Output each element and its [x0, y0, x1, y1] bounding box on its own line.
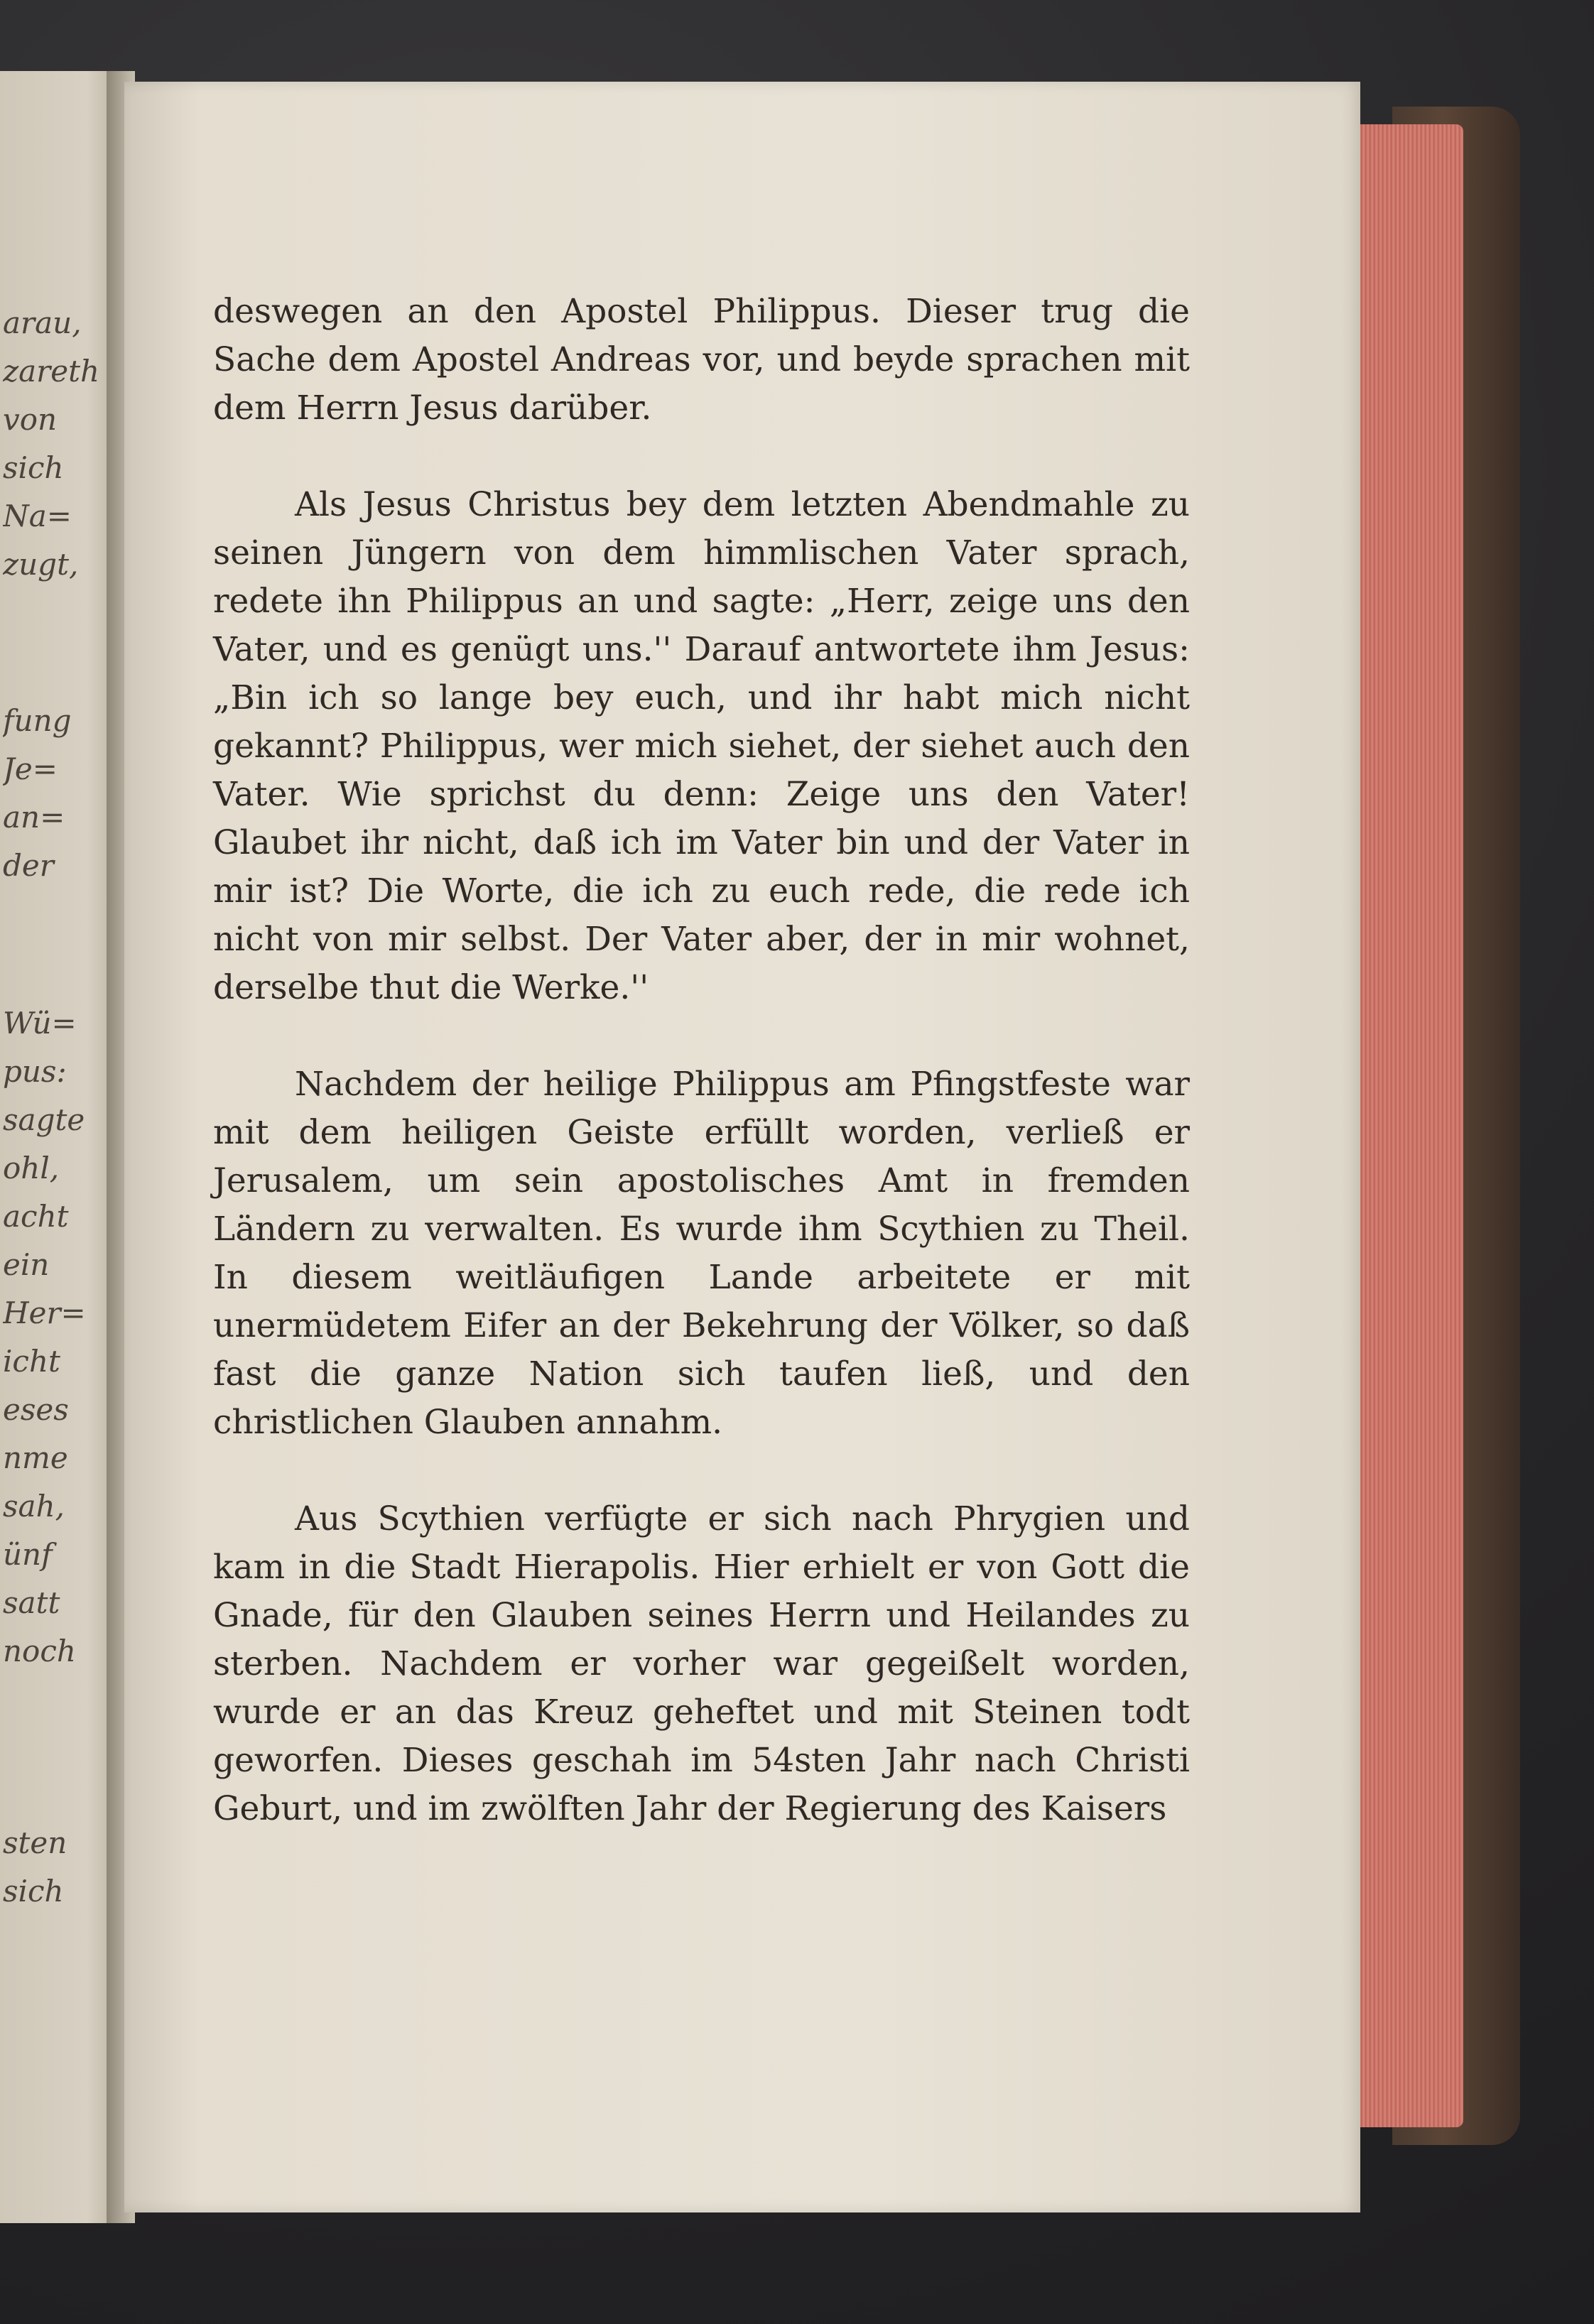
left-page-fragment: sah,	[3, 1489, 65, 1524]
left-page-fragment: von	[3, 402, 58, 437]
left-page-fragment: pus:	[3, 1054, 67, 1089]
left-page-fragment: ünf	[3, 1537, 53, 1572]
left-page-fragment: zugt,	[3, 547, 79, 582]
page-edges	[1353, 124, 1463, 2127]
left-page-fragment: noch	[3, 1634, 76, 1668]
left-page-fragment: acht	[3, 1199, 69, 1234]
left-page-fragment: fung	[3, 703, 72, 738]
left-page-fragment: Na=	[3, 499, 72, 533]
left-page-fragment: icht	[3, 1344, 60, 1379]
left-page-fragment: der	[3, 848, 54, 883]
left-page-fragment: sagte	[3, 1102, 85, 1137]
left-page-fragment: Her=	[3, 1296, 86, 1330]
left-page-fragment: satt	[3, 1585, 60, 1620]
paragraph: Nachdem der heilige Philippus am Pfingstfeste war mit dem heiligen Geiste erfüllt worden, verließ er Jerusalem, um sein apostolisches Amt in fremden Ländern zu verwalten. Es wurde ihm Scythien zu Theil. In diesem weitläufigen Lande arbeitete er mit unermüdetem Eifer an der Bekehrung der Völker, so daß fast die ganze Nation sich taufen ließ, und den christlichen Glauben annahm.	[213, 1065, 1190, 1442]
page-text	[213, 288, 1190, 1833]
paragraph: deswegen an den Apostel Philippus. Dieser trug die Sache dem Apostel Andreas vor, und beyde sprachen mit dem Herrn Jesus darüber.	[213, 292, 1190, 428]
left-page-fragment: ohl,	[3, 1151, 60, 1185]
paragraph: Als Jesus Christus bey dem letzten Abendmahle zu seinen Jüngern von dem himmlischen Vater sprach, redete ihn Philippus an und sagte: „Herr, zeige uns den Vater, und es genügt uns.'' Darauf antwortete ihm Jesus: „Bin ich so lange bey euch, und ihr habt mich nicht gekannt? Philippus, wer mich siehet, der siehet auch den Vater. Wie sprichst du denn: Zeige uns den Vater! Glaubet ihr nicht, daß ich im Vater bin und der Vater in mir ist? Die Worte, die ich zu euch rede, die rede ich nicht von mir selbst. Der Vater aber, der in mir wohnet, derselbe thut die Werke.''	[213, 485, 1190, 1007]
left-page-fragment: arau,	[3, 305, 82, 340]
left-page-fragment: an=	[3, 800, 65, 835]
left-page-fragment: ein	[3, 1247, 50, 1282]
left-page-fragment: eses	[3, 1392, 69, 1427]
left-page-fragment: sten	[3, 1825, 67, 1860]
paragraph: Aus Scythien verfügte er sich nach Phrygien und kam in die Stadt Hierapolis. Hier erhielt er von Gott die Gnade, für den Glauben seines Herrn und Heilandes zu sterben. Nachdem er vorher war gegeißelt worden, wurde er an das Kreuz geheftet und mit Steinen todt geworfen. Dieses geschah im 54sten Jahr nach Christi Geburt, und im zwölften Jahr der Regierung des Kaisers	[213, 1499, 1190, 1828]
left-page-fragment: zareth	[3, 354, 100, 389]
left-page	[0, 71, 124, 2223]
left-page-fragment: Wü=	[3, 1006, 77, 1041]
left-page-fragment: nme	[3, 1440, 68, 1475]
left-page-fragment: Je=	[3, 751, 58, 786]
left-page-fragment: sich	[3, 1874, 64, 1908]
left-page-fragment: sich	[3, 450, 64, 485]
